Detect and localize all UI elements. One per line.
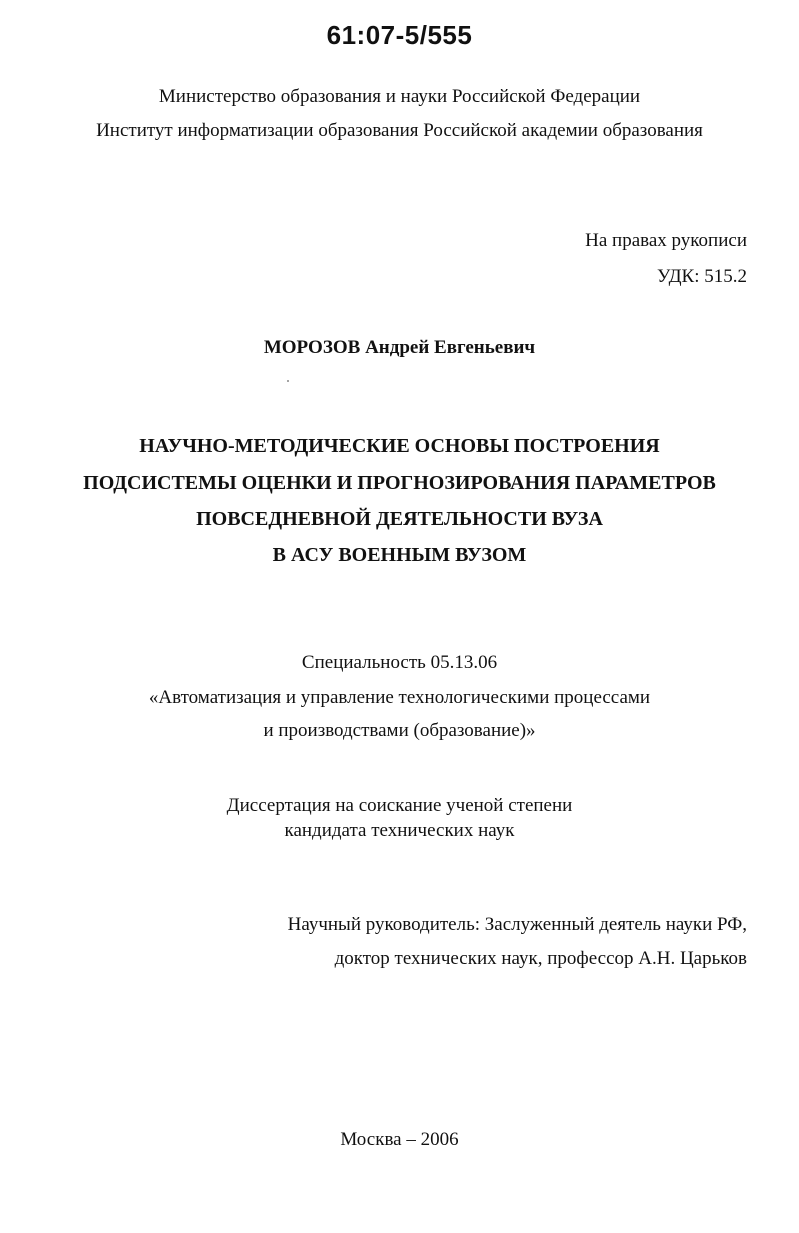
manuscript-rights: На правах рукописи	[585, 230, 747, 251]
supervisor-line-1: Научный руководитель: Заслуженный деятель науки РФ,	[287, 914, 747, 935]
author-given-names: Андрей Евгеньевич	[365, 337, 536, 358]
dissertation-line-2: кандидата технических наук	[284, 820, 515, 841]
udc-code: УДК: 515.2	[657, 266, 747, 287]
author-surname: МОРОЗОВ	[263, 337, 361, 358]
supervisor-line-2: доктор технических наук, профессор А.Н. Царьков	[334, 948, 747, 969]
specialty-name-line-1: «Автоматизация и управление технологическими процессами	[148, 687, 651, 708]
title-line-2: ПОДСИСТЕМЫ ОЦЕНКИ И ПРОГНОЗИРОВАНИЯ ПАРАМЕТРОВ	[83, 472, 716, 494]
city-year: Москва – 2006	[340, 1129, 459, 1150]
title-line-4: В АСУ ВОЕННЫМ ВУЗОМ	[272, 544, 527, 566]
archive-stamp	[0, 20, 799, 51]
ministry-line: Министерство образования и науки Российской Федерации	[158, 86, 641, 107]
dissertation-line-1: Диссертация на соискание ученой степени	[226, 795, 573, 816]
scan-speck	[287, 380, 289, 382]
specialty-name-line-2: и производствами (образование)»	[263, 720, 536, 741]
institute-line: Институт информатизации образования Российской академии образования	[96, 120, 703, 141]
title-line-1: НАУЧНО-МЕТОДИЧЕСКИЕ ОСНОВЫ ПОСТРОЕНИЯ	[139, 435, 660, 457]
title-line-3: ПОВСЕДНЕВНОЙ ДЕЯТЕЛЬНОСТИ ВУЗА	[196, 508, 603, 530]
archive-stamp-text: 61:07-5/555	[326, 20, 473, 50]
specialty-code: Специальность 05.13.06	[301, 652, 498, 673]
author-name	[0, 337, 799, 359]
